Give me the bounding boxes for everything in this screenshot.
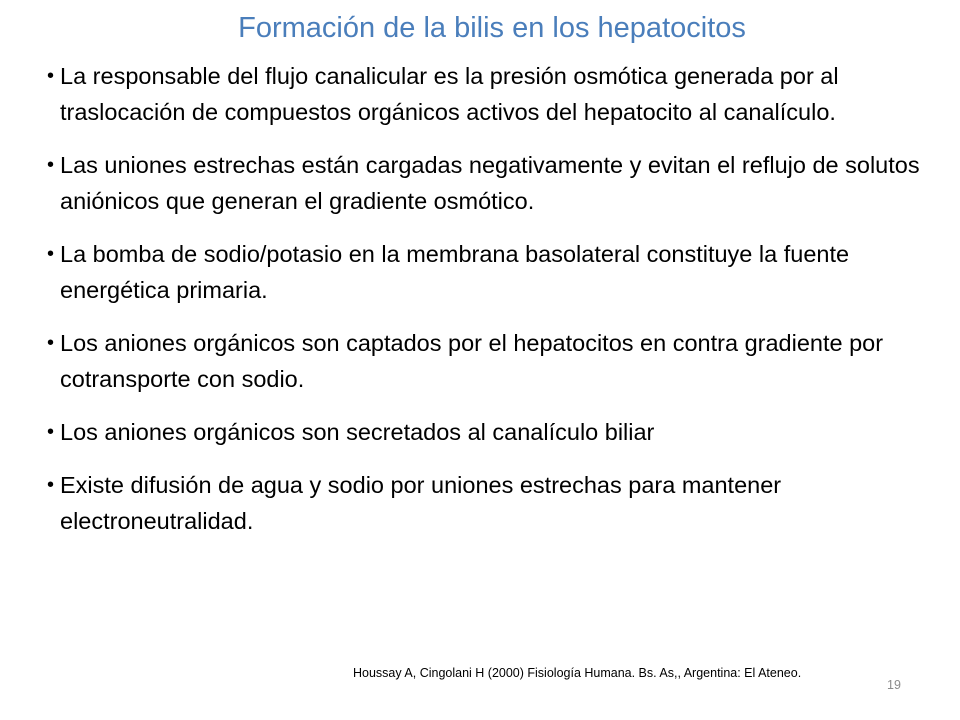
bullet-icon: • xyxy=(47,154,55,176)
citation: Houssay A, Cingolani H (2000) Fisiología Humana. Bs. As,, Argentina: El Ateneo. xyxy=(353,666,802,680)
bullet-icon: • xyxy=(47,243,55,265)
bullet-icon: • xyxy=(47,421,55,443)
bullet-text: Los aniones orgánicos son secretados al canalículo biliar xyxy=(60,419,655,445)
page-number: 19 xyxy=(887,678,901,692)
bullet-icon: • xyxy=(47,65,55,87)
bullet-text: La bomba de sodio/potasio en la membrana basolateral constituye la fuente energética primaria. xyxy=(60,241,850,303)
bullet-text: La responsable del flujo canalicular es la presión osmótica generada por al traslocación de compuestos orgánicos activos del hepatocito al canalículo. xyxy=(60,63,839,125)
bullet-text: Existe difusión de agua y sodio por uniones estrechas para mantener electroneutralidad. xyxy=(60,472,782,534)
bullet-item xyxy=(47,467,920,539)
bullet-item xyxy=(47,325,920,397)
bullet-item xyxy=(47,414,920,450)
bullet-icon: • xyxy=(47,332,55,354)
bullet-text: Las uniones estrechas están cargadas negativamente y evitan el reflujo de solutos aniónicos que generan el gradiente osmótico. xyxy=(60,152,920,214)
bullet-item xyxy=(47,236,920,308)
slide-title: Formación de la bilis en los hepatocitos xyxy=(238,12,746,44)
bullet-list xyxy=(47,58,920,556)
bullet-icon: • xyxy=(47,474,55,496)
bullet-item xyxy=(47,58,920,130)
bullet-item xyxy=(47,147,920,219)
bullet-text: Los aniones orgánicos son captados por el hepatocitos en contra gradiente por cotransporte con sodio. xyxy=(60,330,884,392)
